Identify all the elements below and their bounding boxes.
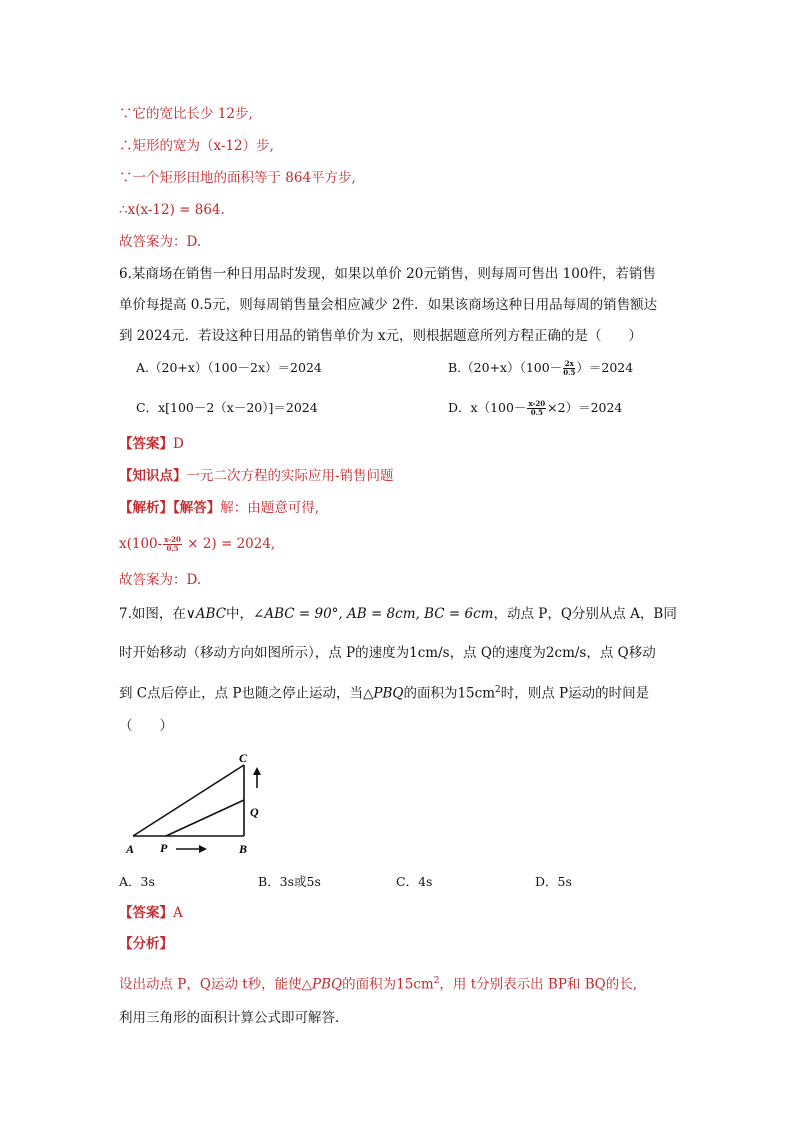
label-p: P [160,841,168,855]
analysis-text: 设出动点 P，Q运动 t秒，能使 [119,976,302,993]
q6-equation [119,534,275,554]
segment-pq [166,800,244,836]
q6-option-c[interactable]: C．x[100－2（x－20）]＝2024 [136,400,318,415]
label-q: Q [250,805,259,819]
analysis-text: 的面积为 [342,976,397,993]
solution-line-1: ∵它的宽比长少 12步, [119,106,253,122]
q6-option-b-post: ）＝2024 [576,360,634,375]
area-exponent: 2 [495,685,501,695]
q6-final-answer: 故答案为：D. [119,572,202,588]
equation-pre: x(100- [119,536,163,552]
label-b: B [239,842,248,856]
q7-analysis-tag: 【分析】 [119,936,173,952]
knowledge-text: 一元二次方程的实际应用-销售问题 [186,468,394,484]
fraction-denominator: 0.5 [530,408,543,417]
q6-option-d-post: ×2）＝2024 [547,400,623,415]
knowledge-tag: 【知识点】 [119,468,187,484]
q6-option-d-pre: D．x（100－ [448,400,527,415]
q7-analysis-line-1 [119,971,637,995]
q6-option-b-fraction [563,360,575,377]
q6-stem-line-3: 到 2024元．若设这种日用品的销售单价为 x元，则根据题意所列方程正确的是（ ） [119,328,643,344]
stem-text: 时开始移动（移动方向如图所示），点 P的速度为 [119,645,410,661]
speed-q: 2cm/s [545,645,587,661]
fraction-numerator: x-20 [528,399,546,408]
q6-stem-line-2: 单价每提高 0.5元，则每周销售量会相应减少 2件．如果该商场这种日用品每周的销售额达 [119,297,658,313]
answer-line: 故答案为：D. [119,234,202,250]
q6-knowledge [119,466,394,486]
solution-line-2: ∴矩形的宽为（x-12）步, [119,138,274,154]
q6-option-a[interactable]: A.（20+x）（100－2x）＝2024 [136,360,322,375]
area-exponent: 2 [433,976,440,986]
solution-line-4: ∴x(x-12) = 864. [119,202,225,218]
q6-option-b[interactable] [448,358,633,378]
triangle-symbol: ∨ABC [185,606,227,622]
q6-option-d[interactable] [448,398,622,418]
stem-text: 的面积为 [403,685,458,702]
equation-fraction [163,536,182,553]
math-condition: ∠ABC = 90°, AB = 8cm, BC = 6cm [253,606,494,622]
fraction-numerator: 2x [564,359,574,368]
q7-stem-line-3 [119,680,649,704]
area-value: 15cm [457,685,496,702]
q7-analysis-line-2: 利用三角形的面积计算公式即可解答. [119,1010,340,1026]
arrow-p-head [199,845,207,853]
triangle-pbq: △PBQ [301,976,343,993]
q6-stem-line-1: 6.某商场在销售一种日用品时发现，如果以单价 20元销售，则每周可售出 100件，若销售 [119,266,656,282]
answer-tag: 【答案】 [119,436,173,452]
q7-stem-line-4: （ ） [119,718,173,734]
stem-text: 到 C点后停止，点 P也随之停止运动，当 [119,685,363,702]
answer-tag: 【答案】 [119,905,173,921]
triangle-figure [120,745,270,857]
q7-option-c[interactable]: C．4s [396,874,433,889]
analysis-text: 解：由题意可得, [220,500,320,516]
fraction-numerator: x-20 [164,535,181,544]
q6-option-b-pre: B.（20+x）（100－ [448,360,563,375]
stem-text: 时，则点 P运动的时间是 [500,685,650,702]
triangle-pbq: △PBQ [363,685,404,702]
label-a: A [126,842,135,856]
q7-stem-line-1 [119,604,677,624]
stem-text: ，动点 P，Q分别从点 A，B同 [493,606,677,622]
answer-value: A [173,905,183,921]
fraction-denominator: 0.5 [166,544,179,553]
fraction-denominator: 0.5 [563,368,576,377]
analysis-tag: 【解析】【解答】 [119,500,221,516]
q7-answer [119,903,183,923]
analysis-text: ，用 t分别表示出 BP和 BQ的长, [439,976,638,993]
arrow-q-head [253,767,261,775]
solution-line-3: ∵一个矩形田地的面积等于 864平方步, [119,170,356,186]
q7-stem-line-2 [119,643,656,663]
equation-post: × 2) = 2024, [182,536,276,552]
stem-text: 7.如图，在 [119,606,186,622]
q7-option-a[interactable]: A．3s [119,874,155,889]
q7-option-d[interactable]: D．5s [535,874,572,889]
label-c: C [239,751,248,765]
answer-value: D [173,436,184,452]
q7-option-b[interactable]: B．3s或5s [258,874,321,889]
stem-text: ，点 Q的速度为 [449,645,546,661]
stem-text: ，点 Q移动 [586,645,656,661]
q6-answer [119,434,184,454]
stem-text: 中， [226,606,254,622]
speed-p: 1cm/s [409,645,450,661]
q6-analysis [119,498,319,518]
q6-option-d-fraction [527,400,546,417]
area-value: 15cm [396,976,434,993]
